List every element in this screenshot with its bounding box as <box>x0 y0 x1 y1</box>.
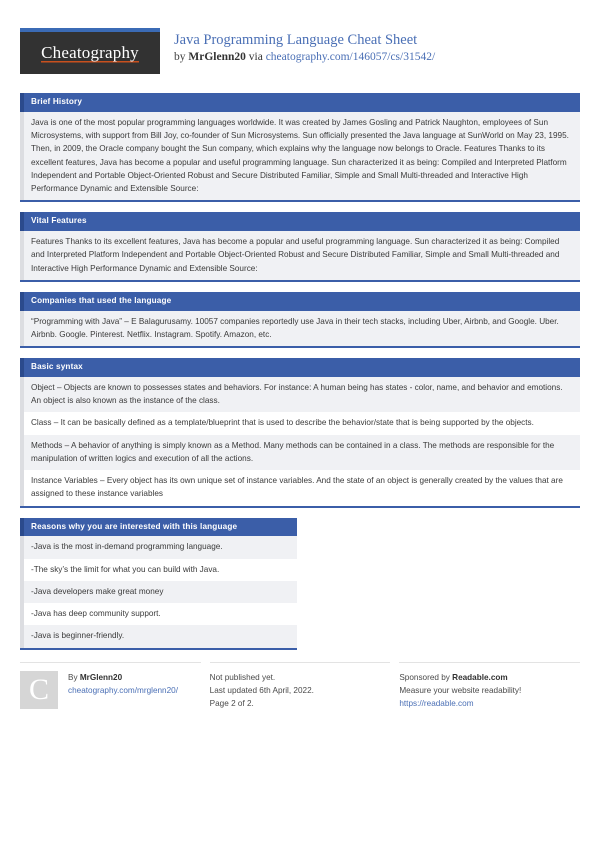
section-row: Instance Variables – Every object has its own unique set of instance variables. And the state of an object is generally created by the values that are assigned to these instance variables <box>20 470 580 506</box>
sponsor-line <box>399 671 580 684</box>
section-row: Class – It can be basically defined as a template/blueprint that is used to describe the behavior/state that is being supported by the objects. <box>20 412 580 434</box>
footer-by-label: By <box>68 672 80 682</box>
page-number: Page 2 of 2. <box>209 699 254 709</box>
footer-author-column <box>20 662 201 711</box>
sponsor-name: Readable.com <box>452 672 508 682</box>
footer-sponsor-column <box>399 662 580 711</box>
cheatography-logo-text: Cheatography <box>41 42 139 62</box>
title-block <box>160 28 435 66</box>
section-title: Vital Features <box>20 212 580 231</box>
byline <box>174 50 435 66</box>
byline-author[interactable]: MrGlenn20 <box>188 51 246 64</box>
section-row: Java is one of the most popular programming languages worldwide. It was created by James Gosling and Patrick Naughton, employees of Sun Microsystems, with support from Bill Joy, co-founder of Sun Microsystems. Sun officially presented the Java language at SunWorld on May 23, 1995. Then, in 2009, the Oracle company bought the Sun company, which explains why the language now belongs to Oracle. Features Thanks to its excellent features, Java has become a popular and useful programming language. Sun characterized it as being: Compiled and Interpreted Platform Independent and Portable Object-Oriented Robust and Secure Distributed Familiar, Simple and Small Multi-threaded and Interactive High Performance Dynamic and Extensible Source: <box>20 112 580 201</box>
sponsor-prefix: Sponsored by <box>399 672 453 682</box>
section-row: -Java is beginner-friendly. <box>20 625 297 647</box>
section-row: -The sky’s the limit for what you can build with Java. <box>20 559 297 581</box>
footer-author-link[interactable]: cheatography.com/mrglenn20/ <box>68 686 178 696</box>
section-title: Basic syntax <box>20 358 580 377</box>
publish-status: Not published yet. <box>209 672 276 682</box>
section-title: Brief History <box>20 93 580 112</box>
avatar: C <box>20 671 58 709</box>
section-row: Object – Objects are known to possesses states and behaviors. For instance: A human being has states - color, name, and behavior and emotions. An object is also known as the instance of the class. <box>20 377 580 413</box>
page-title: Java Programming Language Cheat Sheet <box>174 32 418 48</box>
section <box>20 292 580 348</box>
section <box>20 518 297 650</box>
footer-author-name: MrGlenn20 <box>79 672 123 682</box>
byline-source-link[interactable]: cheatography.com/146057/cs/31542/ <box>265 51 436 64</box>
section-row: -Java developers make great money <box>20 581 297 603</box>
section-row: Features Thanks to its excellent features, Java has become a popular and useful programming language. Sun characterized it as being: Compiled and Interpreted Platform Independent and Portable Object-Oriented Robust and Secure Distributed Familiar, Simple and Small Multi-threaded and Interactive High Performance Dynamic and Extensible Source: <box>20 231 580 280</box>
sponsor-link[interactable]: https://readable.com <box>399 699 474 709</box>
page-header <box>20 0 580 80</box>
section-row: “Programming with Java” – E Balagurusamy. 10057 companies reportedly use Java in their tech stacks, including Uber, Airbnb, and Google. Uber. Airbnb. Google. Pinterest. Netflix. Instagram. Spotify. Amazon, etc. <box>20 311 580 347</box>
section-title: Reasons why you are interested with this language <box>20 518 297 537</box>
footer-by-line <box>68 671 178 684</box>
section-row: -Java is the most in-demand programming language. <box>20 536 297 558</box>
last-updated: Last updated 6th April, 2022. <box>209 686 314 696</box>
section-title: Companies that used the language <box>20 292 580 311</box>
section <box>20 358 580 508</box>
cheatography-logo[interactable] <box>20 28 160 74</box>
page-footer <box>20 662 580 711</box>
section-row: Methods – A behavior of anything is simply known as a Method. Many methods can be contained in a class. The methods are responsible for the manipulation of written logics and execution of all the actions. <box>20 435 580 471</box>
section-row: -Java has deep community support. <box>20 603 297 625</box>
section <box>20 212 580 282</box>
footer-publish-column <box>210 662 391 711</box>
sections-container <box>20 80 580 650</box>
byline-prefix: by <box>174 51 189 64</box>
byline-via: via <box>245 51 266 64</box>
footer-author-meta <box>58 671 178 711</box>
section <box>20 93 580 202</box>
sponsor-tagline: Measure your website readability! <box>399 686 522 696</box>
